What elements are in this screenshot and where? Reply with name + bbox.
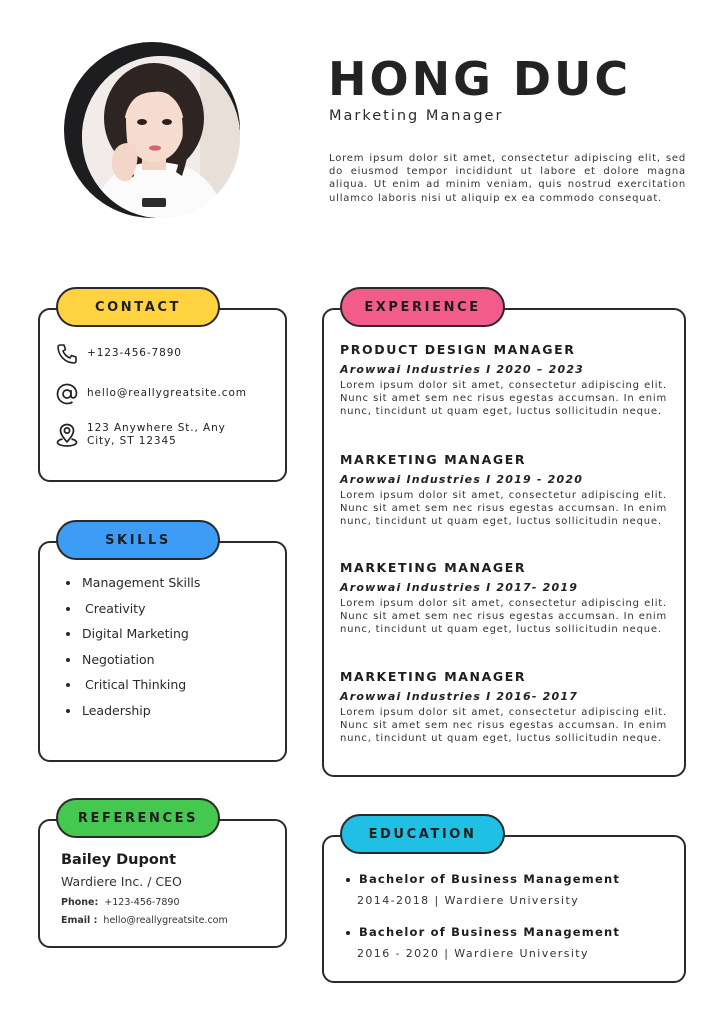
contact-email-row <box>55 382 247 406</box>
experience-title: PRODUCT DESIGN MANAGER <box>340 342 576 357</box>
experience-item <box>340 452 667 528</box>
contact-address-row <box>55 422 237 448</box>
experience-company: Arowwai Industries I 2016- 2017 <box>340 690 579 703</box>
candidate-role: Marketing Manager <box>329 108 504 124</box>
reference-phone-row <box>61 897 180 908</box>
experience-description: Lorem ipsum dolor sit amet, consectetur adipiscing elit. Nunc sit amet sem nec risus egestas accumsan. In enim nunc, tincidunt ut quam eget, luctus sollicitudin neque. <box>340 707 667 744</box>
skills-heading: SKILLS <box>56 520 220 560</box>
education-heading: EDUCATION <box>340 814 505 854</box>
phone-icon <box>55 342 79 366</box>
experience-item <box>340 342 667 418</box>
contact-address: 123 Anywhere St., Any City, ST 12345 <box>87 422 226 447</box>
skill-item: Negotiation <box>66 651 200 677</box>
education-degree: Bachelor of Business Management <box>346 925 620 939</box>
reference-company: Wardiere Inc. / CEO <box>61 874 182 889</box>
contact-email[interactable]: hello@reallygreatsite.com <box>87 387 247 399</box>
skill-item: Management Skills <box>66 574 200 600</box>
reference-email-row <box>61 915 228 926</box>
experience-description: Lorem ipsum dolor sit amet, consectetur adipiscing elit. Nunc sit amet sem nec risus egestas accumsan. In enim nunc, tincidunt ut quam eget, luctus sollicitudin neque. <box>340 490 667 527</box>
location-pin-icon <box>55 422 79 446</box>
candidate-name: HONG DUC <box>328 52 632 106</box>
experience-company: Arowwai Industries I 2020 – 2023 <box>340 363 585 376</box>
profile-summary: Lorem ipsum dolor sit amet, consectetur adipiscing elit, sed do eiusmod tempor incididunt ut labore et dolore magna aliqua. Ut enim ad minim veniam, quis nostrud exercitation ullamco laboris nisi ut aliquip ex ea commodo consequat. <box>329 153 686 204</box>
skill-item: Leadership <box>66 702 200 728</box>
experience-item <box>340 669 667 745</box>
skill-item: Critical Thinking <box>66 676 200 702</box>
education-section <box>322 835 686 983</box>
experience-title: MARKETING MANAGER <box>340 452 527 467</box>
reference-phone-label: Phone: <box>61 897 99 908</box>
education-degree: Bachelor of Business Management <box>346 872 620 886</box>
reference-phone[interactable]: +123-456-7890 <box>104 897 180 908</box>
contact-phone[interactable]: +123-456-7890 <box>87 347 182 359</box>
experience-item <box>340 560 667 636</box>
experience-heading: EXPERIENCE <box>340 287 505 327</box>
experience-title: MARKETING MANAGER <box>340 560 527 575</box>
contact-phone-row <box>55 342 182 366</box>
skill-item: Digital Marketing <box>66 625 200 651</box>
experience-description: Lorem ipsum dolor sit amet, consectetur adipiscing elit. Nunc sit amet sem nec risus egestas accumsan. In enim nunc, tincidunt ut quam eget, luctus sollicitudin neque. <box>340 380 667 417</box>
references-heading: REFERENCES <box>56 798 220 838</box>
experience-company: Arowwai Industries I 2019 - 2020 <box>340 473 584 486</box>
skill-item: Creativity <box>66 600 200 626</box>
education-meta: 2016 - 2020 | Wardiere University <box>357 947 589 960</box>
experience-company: Arowwai Industries I 2017- 2019 <box>340 581 579 594</box>
skills-list <box>66 574 200 728</box>
education-item <box>346 872 620 907</box>
education-meta: 2014-2018 | Wardiere University <box>357 894 580 907</box>
reference-email-label: Email : <box>61 915 98 926</box>
reference-name: Bailey Dupont <box>61 852 177 868</box>
contact-heading: CONTACT <box>56 287 220 327</box>
at-sign-icon <box>55 382 79 406</box>
education-item <box>346 925 620 960</box>
experience-description: Lorem ipsum dolor sit amet, consectetur adipiscing elit. Nunc sit amet sem nec risus egestas accumsan. In enim nunc, tincidunt ut quam eget, luctus sollicitudin neque. <box>340 598 667 635</box>
profile-photo <box>82 56 240 218</box>
reference-email[interactable]: hello@reallygreatsite.com <box>103 915 228 926</box>
experience-title: MARKETING MANAGER <box>340 669 527 684</box>
